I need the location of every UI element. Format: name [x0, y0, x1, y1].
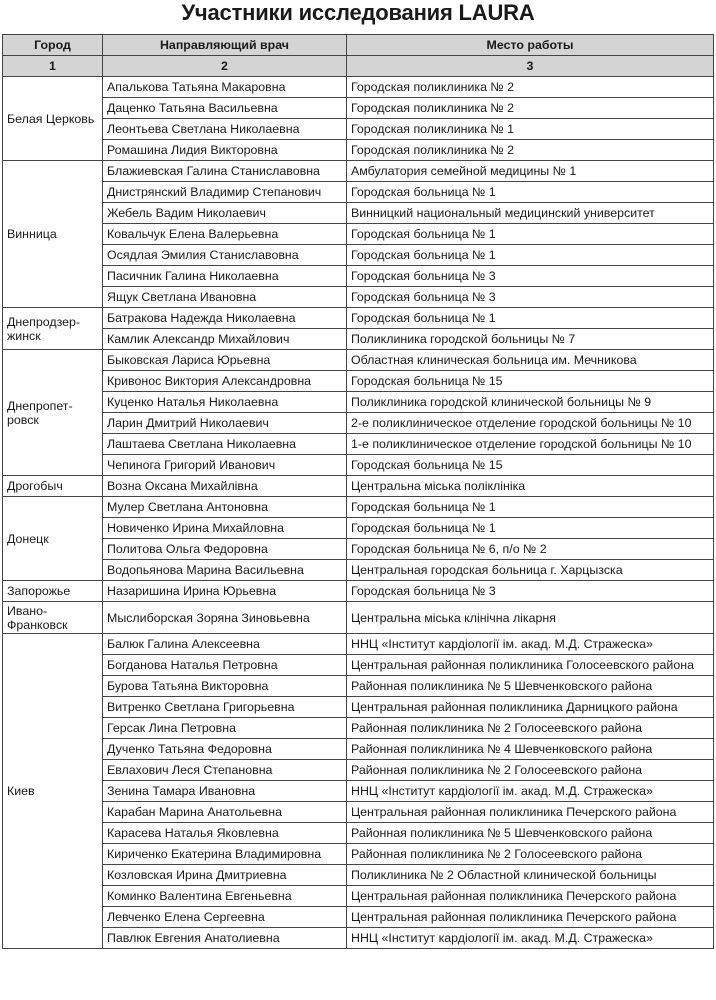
table-row	[3, 140, 714, 161]
doctor-cell: Леонтьева Светлана Николаевна	[103, 119, 347, 140]
workplace-cell: Районная поликлиника № 2 Голосеевского района	[347, 718, 714, 739]
table-row	[3, 886, 714, 907]
workplace-cell: Городская больница № 3	[347, 287, 714, 308]
workplace-cell: Городская больница № 15	[347, 455, 714, 476]
city-cell: Днепропет-ровск	[3, 350, 103, 476]
doctor-cell: Чепинога Григорий Иванович	[103, 455, 347, 476]
table-row	[3, 823, 714, 844]
table-row	[3, 676, 714, 697]
doctor-cell: Балюк Галина Алексеевна	[103, 634, 347, 655]
table-row	[3, 476, 714, 497]
workplace-cell: Городская больница № 1	[347, 308, 714, 329]
workplace-cell: Районная поликлиника № 4 Шевченковского района	[347, 739, 714, 760]
workplace-cell: Районная поликлиника № 5 Шевченковского района	[347, 823, 714, 844]
doctor-cell: Зенина Тамара Ивановна	[103, 781, 347, 802]
doctor-cell: Лаштаева Светлана Николаевна	[103, 434, 347, 455]
workplace-cell: Винницкий национальный медицинский университет	[347, 203, 714, 224]
doctor-cell: Ромашина Лидия Викторовна	[103, 140, 347, 161]
doctor-cell: Днистрянский Владимир Степанович	[103, 182, 347, 203]
workplace-cell: Городская больница № 6, п/о № 2	[347, 539, 714, 560]
workplace-cell: Городская больница № 1	[347, 224, 714, 245]
table-row	[3, 329, 714, 350]
doctor-cell: Ящук Светлана Ивановна	[103, 287, 347, 308]
city-cell: Киев	[3, 634, 103, 949]
city-cell: Запорожье	[3, 581, 103, 602]
workplace-cell: Центральная районная поликлиника Печерского района	[347, 886, 714, 907]
doctor-cell: Быковская Лариса Юрьевна	[103, 350, 347, 371]
workplace-cell: Центральная районная поликлиника Печерского района	[347, 802, 714, 823]
table-row	[3, 413, 714, 434]
workplace-cell: Поликлиника городской больницы № 7	[347, 329, 714, 350]
table-row	[3, 865, 714, 886]
table-row	[3, 718, 714, 739]
workplace-cell: Амбулатория семейной медицины № 1	[347, 161, 714, 182]
table-row	[3, 802, 714, 823]
workplace-cell: Городская поликлиника № 2	[347, 140, 714, 161]
workplace-cell: Центральная районная поликлиника Печерского района	[347, 907, 714, 928]
workplace-cell: Городская больница № 3	[347, 581, 714, 602]
doctor-cell: Бурова Татьяна Викторовна	[103, 676, 347, 697]
doctor-cell: Осядлая Эмилия Станиславовна	[103, 245, 347, 266]
doctor-cell: Назаришина Ирина Юрьевна	[103, 581, 347, 602]
table-row	[3, 308, 714, 329]
doctor-cell: Мулер Светлана Антоновна	[103, 497, 347, 518]
header-row	[3, 35, 714, 56]
doctor-cell: Водопьянова Марина Васильевна	[103, 560, 347, 581]
table-row	[3, 844, 714, 865]
workplace-cell: Городская больница № 15	[347, 371, 714, 392]
table-row	[3, 655, 714, 676]
doctor-cell: Витренко Светлана Григорьевна	[103, 697, 347, 718]
table-row	[3, 266, 714, 287]
workplace-cell: Центральна міська клінічна лікарня	[347, 602, 714, 634]
workplace-cell: Городская больница № 1	[347, 497, 714, 518]
workplace-cell: Городская больница № 3	[347, 266, 714, 287]
workplace-cell: Районная поликлиника № 2 Голосеевского района	[347, 844, 714, 865]
table-row	[3, 350, 714, 371]
table-row	[3, 98, 714, 119]
table-row	[3, 518, 714, 539]
workplace-cell: Центральная городская больница г. Харцызска	[347, 560, 714, 581]
workplace-cell: Областная клиническая больница им. Мечникова	[347, 350, 714, 371]
column-number-3: 3	[347, 56, 714, 77]
doctor-cell: Павлюк Евгения Анатолиевна	[103, 928, 347, 949]
doctor-cell: Апалькова Татьяна Макаровна	[103, 77, 347, 98]
table-row	[3, 77, 714, 98]
doctor-cell: Козловская Ирина Дмитриевна	[103, 865, 347, 886]
doctor-cell: Карабан Марина Анатольевна	[103, 802, 347, 823]
workplace-cell: 1-е поликлиническое отделение городской больницы № 10	[347, 434, 714, 455]
doctor-cell: Мыслиборская Зоряна Зиновьевна	[103, 602, 347, 634]
table-row	[3, 634, 714, 655]
workplace-cell: Городская больница № 1	[347, 182, 714, 203]
table-row	[3, 560, 714, 581]
workplace-cell: Поликлиника городской клинической больницы № 9	[347, 392, 714, 413]
table-row	[3, 203, 714, 224]
workplace-cell: Районная поликлиника № 2 Голосеевского района	[347, 760, 714, 781]
page-title: Участники исследования LAURA	[181, 0, 535, 25]
workplace-cell: Центральная районная поликлиника Голосеевского района	[347, 655, 714, 676]
workplace-cell: Центральная районная поликлиника Дарницкого района	[347, 697, 714, 718]
table-row	[3, 119, 714, 140]
table-row	[3, 760, 714, 781]
table-row	[3, 245, 714, 266]
doctor-cell: Блажиевская Галина Станиславовна	[103, 161, 347, 182]
doctor-cell: Возна Оксана Михайлівна	[103, 476, 347, 497]
doctor-cell: Левченко Елена Сергеевна	[103, 907, 347, 928]
table-row	[3, 455, 714, 476]
city-cell: Донецк	[3, 497, 103, 581]
doctor-cell: Герсак Лина Петровна	[103, 718, 347, 739]
column-number-2: 2	[103, 56, 347, 77]
city-cell: Белая Церковь	[3, 77, 103, 161]
table-row	[3, 907, 714, 928]
participants-table	[2, 34, 714, 949]
doctor-cell: Дученко Татьяна Федоровна	[103, 739, 347, 760]
table-row	[3, 697, 714, 718]
table-row	[3, 182, 714, 203]
workplace-cell: Городская поликлиника № 1	[347, 119, 714, 140]
doctor-cell: Куценко Наталья Николаевна	[103, 392, 347, 413]
doctor-cell: Камлик Александр Михайлович	[103, 329, 347, 350]
table-row	[3, 602, 714, 634]
doctor-cell: Богданова Наталья Петровна	[103, 655, 347, 676]
doctor-cell: Даценко Татьяна Васильевна	[103, 98, 347, 119]
column-header-city: Город	[3, 35, 103, 56]
doctor-cell: Ковальчук Елена Валерьевна	[103, 224, 347, 245]
workplace-cell: Городская поликлиника № 2	[347, 98, 714, 119]
doctor-cell: Кириченко Екатерина Владимировна	[103, 844, 347, 865]
city-cell: Днепродзер-жинск	[3, 308, 103, 350]
doctor-cell: Политова Ольга Федоровна	[103, 539, 347, 560]
table-row	[3, 392, 714, 413]
workplace-cell: Городская больница № 1	[347, 518, 714, 539]
column-number-row	[3, 56, 714, 77]
workplace-cell: Поликлиника № 2 Областной клинической больницы	[347, 865, 714, 886]
workplace-cell: Городская больница № 1	[347, 245, 714, 266]
doctor-cell: Пасичник Галина Николаевна	[103, 266, 347, 287]
doctor-cell: Новиченко Ирина Михайловна	[103, 518, 347, 539]
column-header-workplace: Место работы	[347, 35, 714, 56]
workplace-cell: ННЦ «Інститут кардіології ім. акад. М.Д. Стражеска»	[347, 928, 714, 949]
doctor-cell: Евлахович Леся Степановна	[103, 760, 347, 781]
table-row	[3, 539, 714, 560]
city-cell: Дрогобыч	[3, 476, 103, 497]
workplace-cell: Районная поликлиника № 5 Шевченковского района	[347, 676, 714, 697]
doctor-cell: Карасева Наталья Яковлевна	[103, 823, 347, 844]
workplace-cell: Центральна міська поліклініка	[347, 476, 714, 497]
doctor-cell: Жебель Вадим Николаевич	[103, 203, 347, 224]
table-row	[3, 781, 714, 802]
workplace-cell: ННЦ «Інститут кардіології ім. акад. М.Д. Стражеска»	[347, 634, 714, 655]
workplace-cell: Городская поликлиника № 2	[347, 77, 714, 98]
doctor-cell: Кривонос Виктория Александровна	[103, 371, 347, 392]
table-row	[3, 928, 714, 949]
table-row	[3, 739, 714, 760]
column-number-1: 1	[3, 56, 103, 77]
workplace-cell: ННЦ «Інститут кардіології ім. акад. М.Д. Стражеска»	[347, 781, 714, 802]
table-row	[3, 371, 714, 392]
table-row	[3, 161, 714, 182]
table-row	[3, 497, 714, 518]
city-cell: Винница	[3, 161, 103, 308]
table-row	[3, 224, 714, 245]
workplace-cell: 2-е поликлиническое отделение городской больницы № 10	[347, 413, 714, 434]
table-row	[3, 287, 714, 308]
column-header-doctor: Направляющий врач	[103, 35, 347, 56]
doctor-cell: Ларин Дмитрий Николаевич	[103, 413, 347, 434]
table-row	[3, 581, 714, 602]
doctor-cell: Батракова Надежда Николаевна	[103, 308, 347, 329]
city-cell: Ивано-Франковск	[3, 602, 103, 634]
doctor-cell: Коминко Валентина Евгеньевна	[103, 886, 347, 907]
table-row	[3, 434, 714, 455]
